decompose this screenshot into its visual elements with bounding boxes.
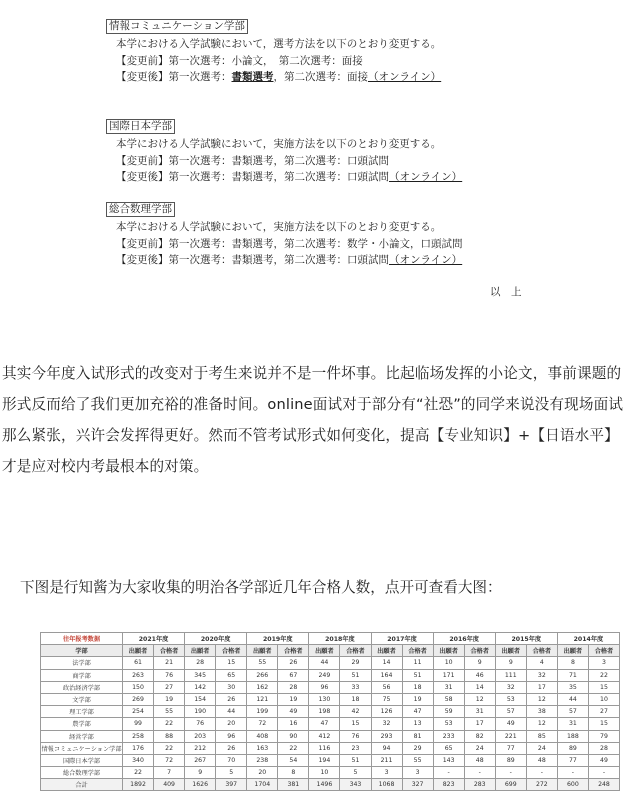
passed-cell: 82 <box>464 730 495 742</box>
applicants-cell: 56 <box>371 681 402 693</box>
passed-cell: 19 <box>154 693 185 705</box>
passed-header: 合格者 <box>588 645 619 657</box>
applicants-cell: 77 <box>557 754 588 766</box>
passed-cell: 76 <box>154 669 185 681</box>
faculty-name: 情報コミュニケーション学部 <box>41 742 123 754</box>
applicants-cell: 211 <box>371 754 402 766</box>
applicants-cell: 176 <box>123 742 154 754</box>
passed-cell: 90 <box>278 730 309 742</box>
passed-cell: 29 <box>340 657 371 669</box>
applicants-cell: 130 <box>309 693 340 705</box>
applicants-cell: 198 <box>309 706 340 718</box>
applicants-cell: 65 <box>433 742 464 754</box>
passed-cell: 11 <box>402 657 433 669</box>
applicants-cell: 263 <box>123 669 154 681</box>
applicants-cell: 162 <box>247 681 278 693</box>
applicants-cell: 71 <box>557 669 588 681</box>
applicants-cell: 57 <box>557 706 588 718</box>
passed-cell: 96 <box>216 730 247 742</box>
passed-cell: 5 <box>216 767 247 779</box>
applicants-cell: 190 <box>185 706 216 718</box>
passed-cell: 48 <box>464 754 495 766</box>
passed-header: 合格者 <box>340 645 371 657</box>
notice-before: 【変更前】第一次選考：書類選考，第二次選考：口頭試問 <box>116 154 389 167</box>
applicants-cell: 9 <box>185 767 216 779</box>
applicants-cell: - <box>433 767 464 779</box>
passed-cell: 30 <box>216 681 247 693</box>
passed-cell: 20 <box>216 718 247 730</box>
applicants-cell: 150 <box>123 681 154 693</box>
passed-cell: 409 <box>154 779 185 791</box>
passed-cell: 17 <box>464 718 495 730</box>
notice-after-prefix: 【変更後】第一次選考： <box>116 71 232 83</box>
notice-after-bold: 書類選考 <box>231 71 274 83</box>
passed-cell: 9 <box>464 657 495 669</box>
notice-title: 情報コミュニケーション学部 <box>106 19 248 34</box>
faculty-header: 学部 <box>41 645 123 657</box>
applicants-cell: 412 <box>309 730 340 742</box>
applicants-cell: 340 <box>123 754 154 766</box>
passed-header: 合格者 <box>402 645 433 657</box>
passed-cell: 19 <box>278 693 309 705</box>
applicants-cell: 44 <box>557 693 588 705</box>
passed-cell: 26 <box>278 657 309 669</box>
table-row <box>41 718 620 730</box>
passed-cell: 46 <box>464 669 495 681</box>
passed-cell: 49 <box>278 706 309 718</box>
image-caption: 下图是行知酱为大家收集的明治各学部近几年合格人数，点开可查看大图： <box>20 579 502 596</box>
passed-cell: 32 <box>526 669 557 681</box>
passed-cell: 51 <box>340 754 371 766</box>
applicants-cell: 8 <box>557 657 588 669</box>
applicants-cell: 233 <box>433 730 464 742</box>
passed-header: 合格者 <box>464 645 495 657</box>
applicants-cell: 53 <box>495 693 526 705</box>
year-header: 2015年度 <box>495 633 557 645</box>
applicants-header: 出願者 <box>185 645 216 657</box>
notice-block <box>106 18 546 86</box>
notice-after-prefix: 【変更後】第一次選考：書類選考，第二次選考：口頭試問 <box>116 171 389 183</box>
passed-cell: 24 <box>526 742 557 754</box>
passed-cell: 15 <box>340 718 371 730</box>
applicants-cell: 154 <box>185 693 216 705</box>
applicants-cell: 32 <box>371 718 402 730</box>
faculty-name: 理工学部 <box>41 706 123 718</box>
passed-cell: 88 <box>154 730 185 742</box>
applicants-cell: 58 <box>433 693 464 705</box>
passed-cell: 15 <box>588 718 619 730</box>
applicants-cell: 53 <box>433 718 464 730</box>
passed-cell: 47 <box>402 706 433 718</box>
notice-after <box>106 252 546 269</box>
passed-cell: 38 <box>526 706 557 718</box>
passed-cell: 42 <box>340 706 371 718</box>
passed-cell: - <box>464 767 495 779</box>
notice-block <box>106 118 546 186</box>
passed-cell: 8 <box>278 767 309 779</box>
passed-cell: 22 <box>154 718 185 730</box>
applicants-cell: 194 <box>309 754 340 766</box>
applicants-cell: 10 <box>309 767 340 779</box>
applicants-header: 出願者 <box>371 645 402 657</box>
applicants-cell: 254 <box>123 706 154 718</box>
faculty-name: 法学部 <box>41 657 123 669</box>
passed-cell: 48 <box>526 754 557 766</box>
passed-cell: 22 <box>588 669 619 681</box>
applicants-cell: 1704 <box>247 779 278 791</box>
passed-cell: 3 <box>402 767 433 779</box>
applicants-cell: 99 <box>123 718 154 730</box>
notice-before: 【変更前】第一次選考：小論文， 第二次選考：面接 <box>116 54 363 67</box>
table-title: 往年报考数据 <box>41 633 123 645</box>
passed-cell: 327 <box>402 779 433 791</box>
year-header: 2014年度 <box>557 633 619 645</box>
applicants-cell: 94 <box>371 742 402 754</box>
applicants-cell: 1068 <box>371 779 402 791</box>
applicants-cell: 212 <box>185 742 216 754</box>
passed-cell: 54 <box>278 754 309 766</box>
passed-cell: 5 <box>340 767 371 779</box>
passed-header: 合格者 <box>216 645 247 657</box>
passed-cell: 19 <box>402 693 433 705</box>
passed-cell: 22 <box>154 742 185 754</box>
passed-cell: - <box>526 767 557 779</box>
applicants-cell: 345 <box>185 669 216 681</box>
passed-cell: 44 <box>216 706 247 718</box>
passed-cell: 65 <box>216 669 247 681</box>
applicants-cell: 3 <box>371 767 402 779</box>
applicants-cell: 72 <box>247 718 278 730</box>
passed-cell: 12 <box>526 693 557 705</box>
notice-after <box>106 169 546 186</box>
passed-cell: 72 <box>154 754 185 766</box>
passed-cell: 55 <box>402 754 433 766</box>
applicants-cell: 89 <box>495 754 526 766</box>
passed-cell: 18 <box>340 693 371 705</box>
passed-cell: 27 <box>154 681 185 693</box>
applicants-cell: 293 <box>371 730 402 742</box>
passed-cell: 12 <box>464 693 495 705</box>
passed-cell: 14 <box>464 681 495 693</box>
applicants-cell: 35 <box>557 681 588 693</box>
passed-cell: 15 <box>588 681 619 693</box>
passed-cell: 22 <box>278 742 309 754</box>
passed-cell: 26 <box>216 742 247 754</box>
passed-cell: 26 <box>216 693 247 705</box>
passed-cell: 21 <box>154 657 185 669</box>
applicants-cell: 111 <box>495 669 526 681</box>
passed-cell: 3 <box>588 657 619 669</box>
passed-header: 合格者 <box>278 645 309 657</box>
passed-cell: 81 <box>402 730 433 742</box>
applicants-cell: 163 <box>247 742 278 754</box>
passed-header: 合格者 <box>526 645 557 657</box>
applicants-cell: 59 <box>433 706 464 718</box>
year-header: 2021年度 <box>123 633 185 645</box>
passed-cell: 79 <box>588 730 619 742</box>
applicants-cell: 171 <box>433 669 464 681</box>
year-header: 2016年度 <box>433 633 495 645</box>
passed-cell: 85 <box>526 730 557 742</box>
applicants-cell: 221 <box>495 730 526 742</box>
applicants-cell: 1892 <box>123 779 154 791</box>
applicants-cell: 44 <box>309 657 340 669</box>
applicants-cell: 75 <box>371 693 402 705</box>
notice-before: 【変更前】第一次選考：書類選考，第二次選考：数学・小論文，口頭試問 <box>116 237 463 250</box>
applicants-cell: 126 <box>371 706 402 718</box>
applicants-cell: 600 <box>557 779 588 791</box>
notice-after-underline: （オンライン） <box>368 71 442 83</box>
passed-cell: 28 <box>278 681 309 693</box>
faculty-name: 総合数理学部 <box>41 767 123 779</box>
applicants-header: 出願者 <box>309 645 340 657</box>
passed-cell: 10 <box>588 693 619 705</box>
applicants-cell: 164 <box>371 669 402 681</box>
passed-cell: 51 <box>402 669 433 681</box>
notice-block <box>106 201 546 269</box>
table-row <box>41 767 620 779</box>
applicants-cell: 143 <box>433 754 464 766</box>
notice-after-prefix: 【変更後】第一次選考：書類選考，第二次選考：口頭試問 <box>116 254 389 266</box>
notice-after-underline: （オンライン） <box>389 254 463 266</box>
year-header: 2019年度 <box>247 633 309 645</box>
passed-cell: 29 <box>402 742 433 754</box>
admissions-table-image[interactable] <box>40 632 620 791</box>
notice-title: 総合数理学部 <box>106 202 175 217</box>
applicants-cell: 57 <box>495 706 526 718</box>
passed-cell: 13 <box>402 718 433 730</box>
applicants-cell: 188 <box>557 730 588 742</box>
notice-after-mid: ，第二次選考：面接 <box>273 71 368 83</box>
table-row <box>41 730 620 742</box>
applicants-cell: 28 <box>185 657 216 669</box>
applicants-cell: 89 <box>557 742 588 754</box>
notice-intro: 本学における人学試験において，実施方法を以下のとおり変更する。 <box>116 138 442 150</box>
passed-cell: 7 <box>154 767 185 779</box>
applicants-header: 出願者 <box>557 645 588 657</box>
applicants-cell: 55 <box>247 657 278 669</box>
passed-cell: 51 <box>340 669 371 681</box>
table-row <box>41 693 620 705</box>
applicants-header: 出願者 <box>247 645 278 657</box>
applicants-cell: 20 <box>247 767 278 779</box>
applicants-cell: 31 <box>557 718 588 730</box>
faculty-name: 経営学部 <box>41 730 123 742</box>
table-row <box>41 742 620 754</box>
passed-cell: 23 <box>340 742 371 754</box>
year-header: 2017年度 <box>371 633 433 645</box>
passed-cell: 381 <box>278 779 309 791</box>
table-row <box>41 657 620 669</box>
notice-after <box>106 69 546 86</box>
closing-mark: 以 上 <box>490 286 522 298</box>
passed-cell: 76 <box>340 730 371 742</box>
applicants-cell: 199 <box>247 706 278 718</box>
year-header: 2018年度 <box>309 633 371 645</box>
applicants-cell: 14 <box>371 657 402 669</box>
table-row <box>41 681 620 693</box>
applicants-cell: 1626 <box>185 779 216 791</box>
applicants-cell: 267 <box>185 754 216 766</box>
faculty-name: 農学部 <box>41 718 123 730</box>
applicants-cell: 142 <box>185 681 216 693</box>
total-row <box>41 779 620 791</box>
applicants-cell: 238 <box>247 754 278 766</box>
passed-cell: 16 <box>278 718 309 730</box>
passed-cell: 18 <box>402 681 433 693</box>
applicants-cell: 61 <box>123 657 154 669</box>
notice-intro: 本学における入学試験において，選考方法を以下のとおり変更する。 <box>116 38 442 50</box>
notice-intro: 本学における人学試験において，実施方法を以下のとおり変更する。 <box>116 221 442 233</box>
faculty-name: 国際日本学部 <box>41 754 123 766</box>
applicants-header: 出願者 <box>123 645 154 657</box>
applicants-cell: 1496 <box>309 779 340 791</box>
applicants-cell: 121 <box>247 693 278 705</box>
passed-cell: 24 <box>464 742 495 754</box>
applicants-cell: 258 <box>123 730 154 742</box>
applicants-cell: 32 <box>495 681 526 693</box>
passed-cell: 12 <box>526 718 557 730</box>
applicants-cell: 47 <box>309 718 340 730</box>
applicants-cell: 76 <box>185 718 216 730</box>
passed-cell: 272 <box>526 779 557 791</box>
passed-cell: 31 <box>464 706 495 718</box>
applicants-header: 出願者 <box>495 645 526 657</box>
passed-cell: 248 <box>588 779 619 791</box>
applicants-cell: 203 <box>185 730 216 742</box>
passed-cell: 17 <box>526 681 557 693</box>
passed-cell: 49 <box>588 754 619 766</box>
applicants-cell: 269 <box>123 693 154 705</box>
passed-cell: 67 <box>278 669 309 681</box>
applicants-cell: 249 <box>309 669 340 681</box>
faculty-name: 文学部 <box>41 693 123 705</box>
applicants-cell: 49 <box>495 718 526 730</box>
passed-cell: 28 <box>588 742 619 754</box>
applicants-cell: 10 <box>433 657 464 669</box>
passed-cell: 4 <box>526 657 557 669</box>
applicants-cell: 408 <box>247 730 278 742</box>
passed-cell: 33 <box>340 681 371 693</box>
passed-cell: 70 <box>216 754 247 766</box>
passed-header: 合格者 <box>154 645 185 657</box>
table-row <box>41 669 620 681</box>
applicants-cell: 823 <box>433 779 464 791</box>
faculty-name: 商学部 <box>41 669 123 681</box>
applicants-cell: 96 <box>309 681 340 693</box>
table-row <box>41 754 620 766</box>
applicants-cell: 22 <box>123 767 154 779</box>
passed-cell: 283 <box>464 779 495 791</box>
year-header: 2020年度 <box>185 633 247 645</box>
applicants-cell: 9 <box>495 657 526 669</box>
notice-after-underline: （オンライン） <box>389 171 463 183</box>
passed-cell: 27 <box>588 706 619 718</box>
passed-cell: 15 <box>216 657 247 669</box>
faculty-name: 政治経済学部 <box>41 681 123 693</box>
body-paragraph: 其实今年度入试形式的改变对于考生来说并不是一件坏事。比起临场发挥的小论文，事前课题的形式反而给了我们更加充裕的准备时间。online面试对于部分有“社恐”的同学来说没有现场面试那么紧张，兴许会发挥得更好。然而不管考试形式如何变化，提高【专业知识】+【日语水平】才是应对校内考最根本的对策。 <box>2 365 624 475</box>
applicants-cell: 116 <box>309 742 340 754</box>
faculty-name: 合計 <box>41 779 123 791</box>
applicants-cell: 31 <box>433 681 464 693</box>
admissions-table <box>40 632 620 791</box>
applicants-cell: - <box>557 767 588 779</box>
passed-cell: - <box>588 767 619 779</box>
passed-cell: 343 <box>340 779 371 791</box>
applicants-cell: 77 <box>495 742 526 754</box>
applicants-cell: - <box>495 767 526 779</box>
applicants-cell: 699 <box>495 779 526 791</box>
applicants-header: 出願者 <box>433 645 464 657</box>
passed-cell: 397 <box>216 779 247 791</box>
table-row <box>41 706 620 718</box>
passed-cell: 55 <box>154 706 185 718</box>
applicants-cell: 266 <box>247 669 278 681</box>
notice-title: 国際日本学部 <box>106 119 175 134</box>
